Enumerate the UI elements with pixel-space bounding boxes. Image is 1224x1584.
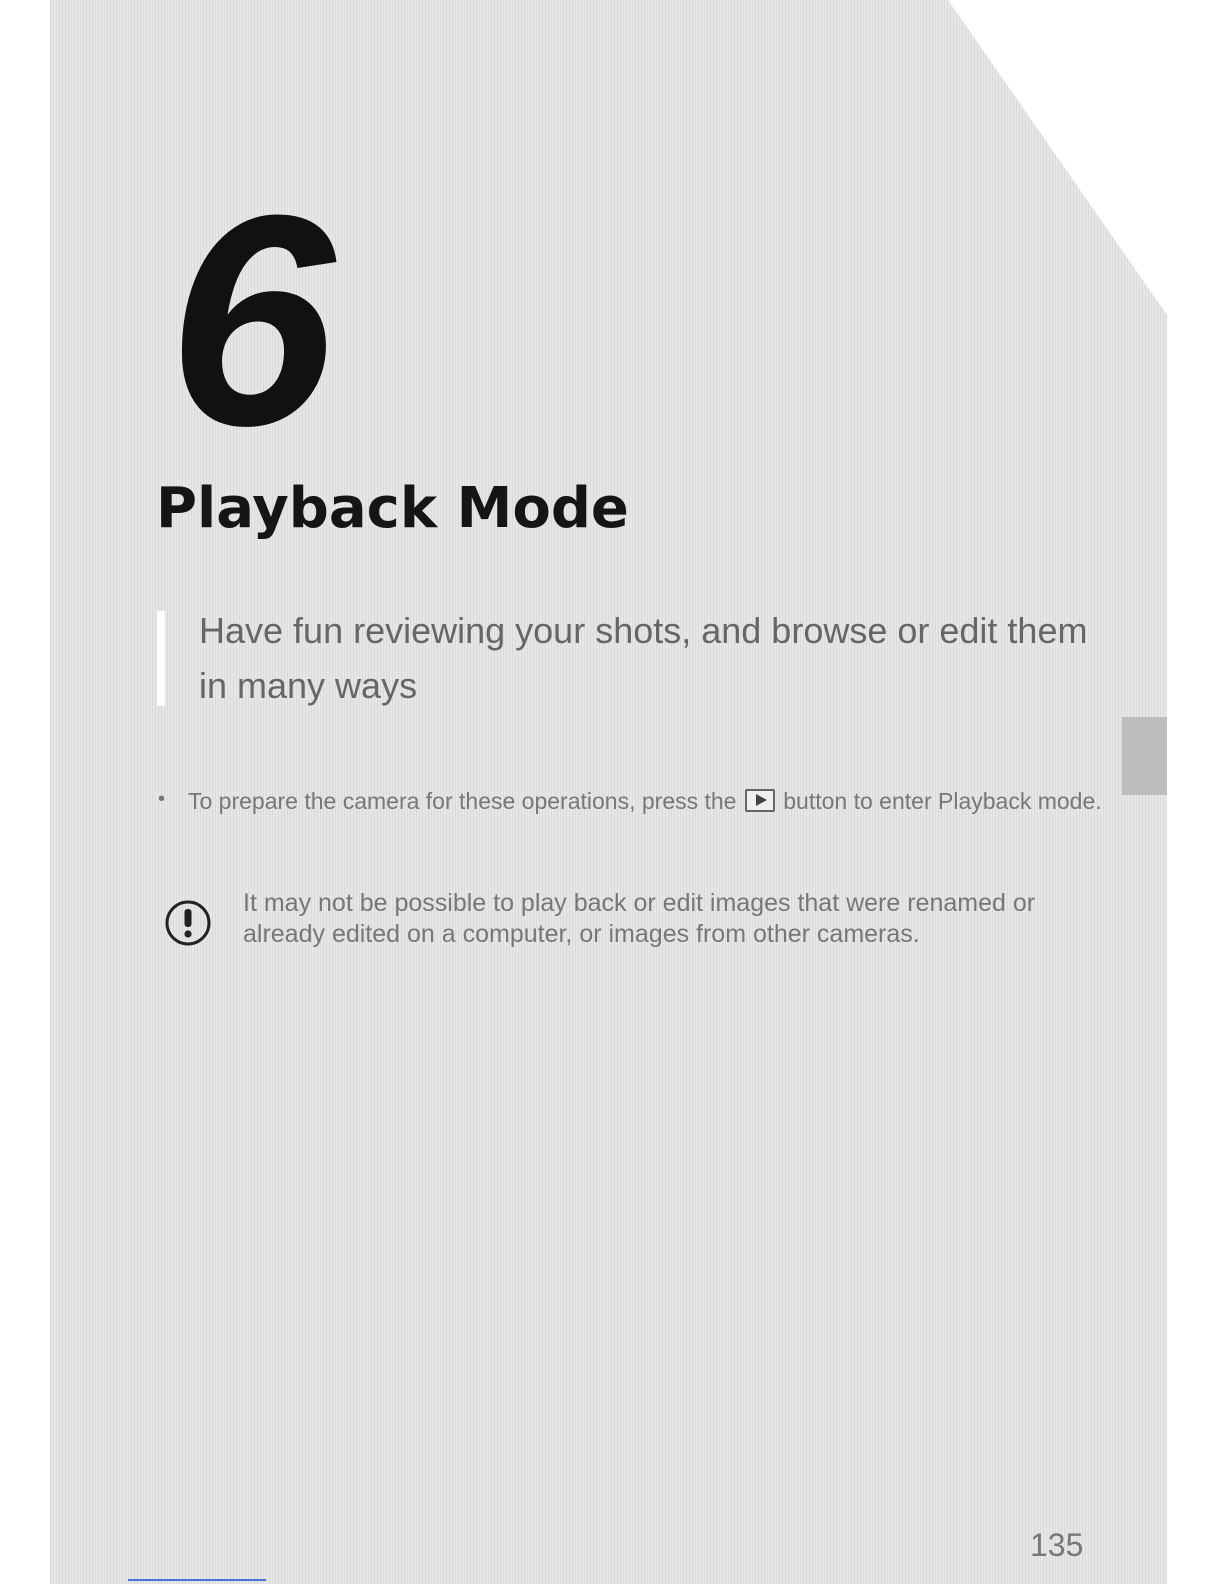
- chapter-title: Playback Mode: [156, 476, 629, 541]
- instruction-text-start: To prepare the camera for these operations, press the: [188, 788, 737, 814]
- chapter-side-tab: [1122, 717, 1167, 795]
- chapter-tagline: Have fun reviewing your shots, and browse or edit them in many ways: [199, 610, 1088, 706]
- page-number: 135: [1030, 1527, 1084, 1563]
- footer-link-underline: [128, 1579, 266, 1581]
- instruction-text: [188, 787, 1128, 816]
- caution-icon: [163, 898, 213, 948]
- caution-text: It may not be possible to play back or edit images that were renamed or already edited on a computer, or images from other cameras.: [243, 889, 1036, 948]
- instruction-text-end: button to enter Playback mode.: [783, 788, 1102, 814]
- chapter-number: 6: [168, 152, 331, 488]
- tagline-accent-bar: [157, 611, 165, 706]
- playback-button-icon: [745, 789, 775, 812]
- bullet-marker: •: [158, 788, 166, 810]
